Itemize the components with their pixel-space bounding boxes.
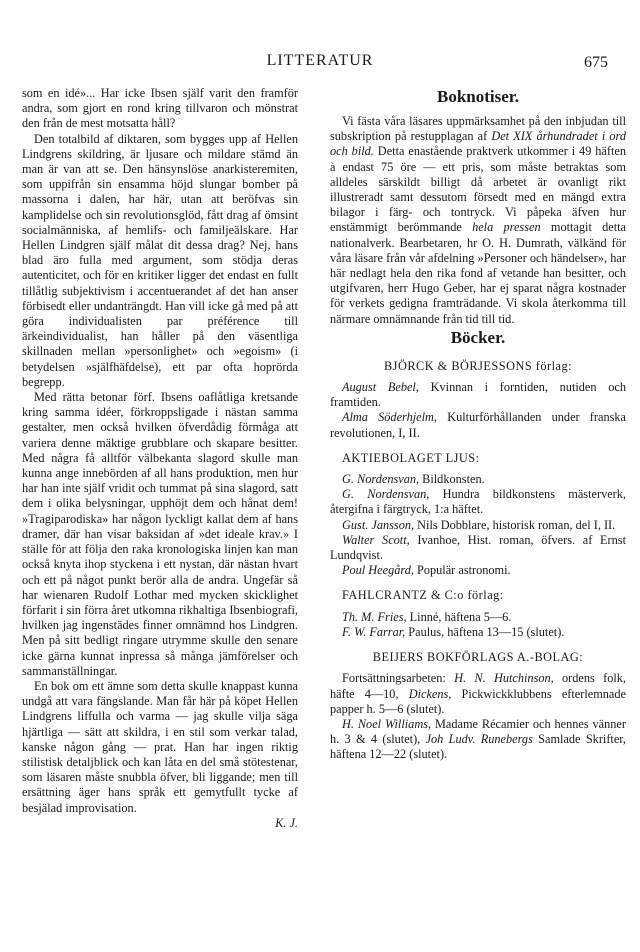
publisher-name: BEIJERS BOKFÖRLAGS A.-BOLAG:	[372, 650, 584, 665]
notice-paragraph	[330, 114, 626, 327]
paragraph: som en idé»... Har icke Ibsen själf varit den framför andra, som gjort en rond kring tillvaron och mönstrat den från de mest motsatta håll?	[22, 86, 298, 131]
book-entry: August Bebel, Kvinnan i forntiden, nutiden och framtiden.	[330, 380, 626, 410]
running-title: LITTERATUR	[266, 52, 374, 69]
notice-title: Det XIX århundradet i ord och bild.	[330, 129, 626, 159]
right-column	[330, 86, 626, 763]
signature-line	[22, 816, 298, 831]
publisher-name: AKTIEBOLAGET LJUS:	[342, 450, 480, 465]
paragraph: En bok om ett ämne som detta skulle knappast kunna undgå att vara fängslande. Man får här på köpet Hellen Lindgrens liffulla och varma — jag skulle vilja säga hjärtliga — sätt att skildra, i en stil som verkar talad, kanske någon gång — prat. Han har ingen riktig stilistisk detaljblick och kan låta en del små stötestenar, som läsaren måste snubbla öfver, bli liggande; men till ersättning äger hans språk ett gemytfullt tycke af besjälad improvisation.	[22, 678, 298, 815]
signature: K. J.	[275, 815, 298, 830]
book-entry: Poul Heegård, Populär astronomi.	[342, 563, 511, 578]
notices-heading: Boknotiser.	[436, 87, 520, 106]
notice-text: Detta enastående praktverk utkommer i 49 häften à endast 75 öre — ett pris, som måste betraktas som alldeles särskildt billigt då arbetet är ovanligt rikt illustreradt samt dessutom försedt med en mängd extra bilagor i färg- och tontryck. Vi påpeka äfven hur enstämmigt berömmande	[330, 144, 626, 235]
book-entry: Walter Scott, Ivanhoe, Hist. roman, öfvers. af Ernst Lundqvist.	[330, 532, 626, 563]
book-entry: Fortsättningsarbeten: H. N. Hutchinson, ordens folk, häfte 4—10, Dickens, Pickwickklubbens efterlemnade papper h. 5—6 (slutet).	[330, 671, 626, 716]
page-number: 675	[584, 54, 608, 71]
notice-text: mottagit detta nationalverk. Bearbetaren, hr O. H. Dumrath, välkänd för våra läsare från vår afdelning »Personer och händelser», har här nedlagt hela den rika fond af vetande han besitter, och utgifvaren, herr Hugo Geber, har ej sparat några kostnader för verkets gedigna framträdande. Vi skola återkomma till närmare omnämnande från tid till tid.	[330, 220, 627, 326]
book-entry: H. Noel Williams, Madame Récamier och hennes vänner h. 3 & 4 (slutet), Joh Ludv. Runebergs Samlade Skrifter, häftena 12—22 (slutet).	[330, 716, 626, 762]
paragraph: Den totalbild af diktaren, som bygges upp af Hellen Lindgrens skildring, är ljusare och mildare stämd än man är van att se. Den hänsynslöse anarkisteremiten, som uppifrån sin ensamma höjd slungar bomber på massorna i dalen, har här, utan att beröfvas sin kamplidelse och sin revolutionsglöd, fått drag af ömsint socialmänniska, af hemlifs- och familjeälskare. Har Hellen Lindgren själf målat dit dessa drag? Nej, hans blad äro fulla med argument, som stödja deras autenticitet, och för en kritiker ligger det endast en fullt tillåtlig subjektivism i accentuerandet af det han anser förbisedt eller undanträngdt. Han vill icke gå med på att göra individualisten par préférence till ärkeindividualist, han håller på den väsentliga skillnaden mellan »personlighet» och »egoism» (i betydelsen »själfhäfdelse), ett par ofta hoprörda begrepp.	[22, 131, 298, 389]
publisher-name: BJÖRCK & BÖRJESSONS förlag:	[383, 358, 573, 373]
left-column	[22, 86, 298, 831]
notice-text: Vi fästa våra läsares uppmärksamhet på den inbjudan till subskription på restupplagan af	[330, 114, 626, 144]
publisher-name: FAHLCRANTZ & C:o förlag:	[342, 588, 504, 603]
book-entry: Alma Söderhjelm, Kulturförhållanden under franska revolutionen, I, II.	[330, 410, 626, 440]
books-heading: Böcker.	[450, 327, 506, 347]
book-entry: G. Nordensvan, Bildkonsten.	[342, 472, 485, 487]
paragraph: Med rätta betonar förf. Ibsens oaflåtliga kretsande kring samma idéer, förkroppsligade i nästan samma gestalter, men också hvilken öfverdådig förmåga att variera denne mäktige grubblare och skapare besitter. Med några få alltför välbekanta slagord skulle man kunna ange innebörden af all hans produktion, men hur har han inte själf vridit och tummat på sina slagord, satt dem i olika belysningar, upphöjt dem och hånat dem! »Tragiparodiska» har någon lyckligt kallat dem af hans dramer, där han visar baksidan af »det ideale krav.» I ställe för att följa den raka kronologiska linjen kan man också knyta ihop styckena i ett nystan, där nästan hvart och ett på något punkt berör alla de andra. Ungefär så har wienaren Rudolf Lothar med mycken skicklighet förfarit i sin förra året utkomna rikhaltiga Ibsenbiografi, hvilken jag ingenstädes finner omnämnd hos Lindgren. Men på sitt bedligt ringare utrymme skulle den senare icke gärna kunnat inpressa så många jämförelser och sammanställningar.	[22, 390, 298, 678]
page-header	[20, 52, 620, 82]
book-entry: Gust. Jansson, Nils Dobblare, historisk roman, del I, II.	[342, 517, 616, 532]
book-entry: F. W. Farrar, Paulus, häftena 13—15 (slutet).	[342, 624, 565, 639]
book-entry: G. Nordensvan, Hundra bildkonstens mästerverk, återgifna i färgtryck, 1:a häftet.	[330, 487, 626, 517]
notice-emphasis: hela pressen	[472, 220, 541, 235]
book-entry: Th. M. Fries, Linné, häftena 5—6.	[342, 609, 512, 624]
